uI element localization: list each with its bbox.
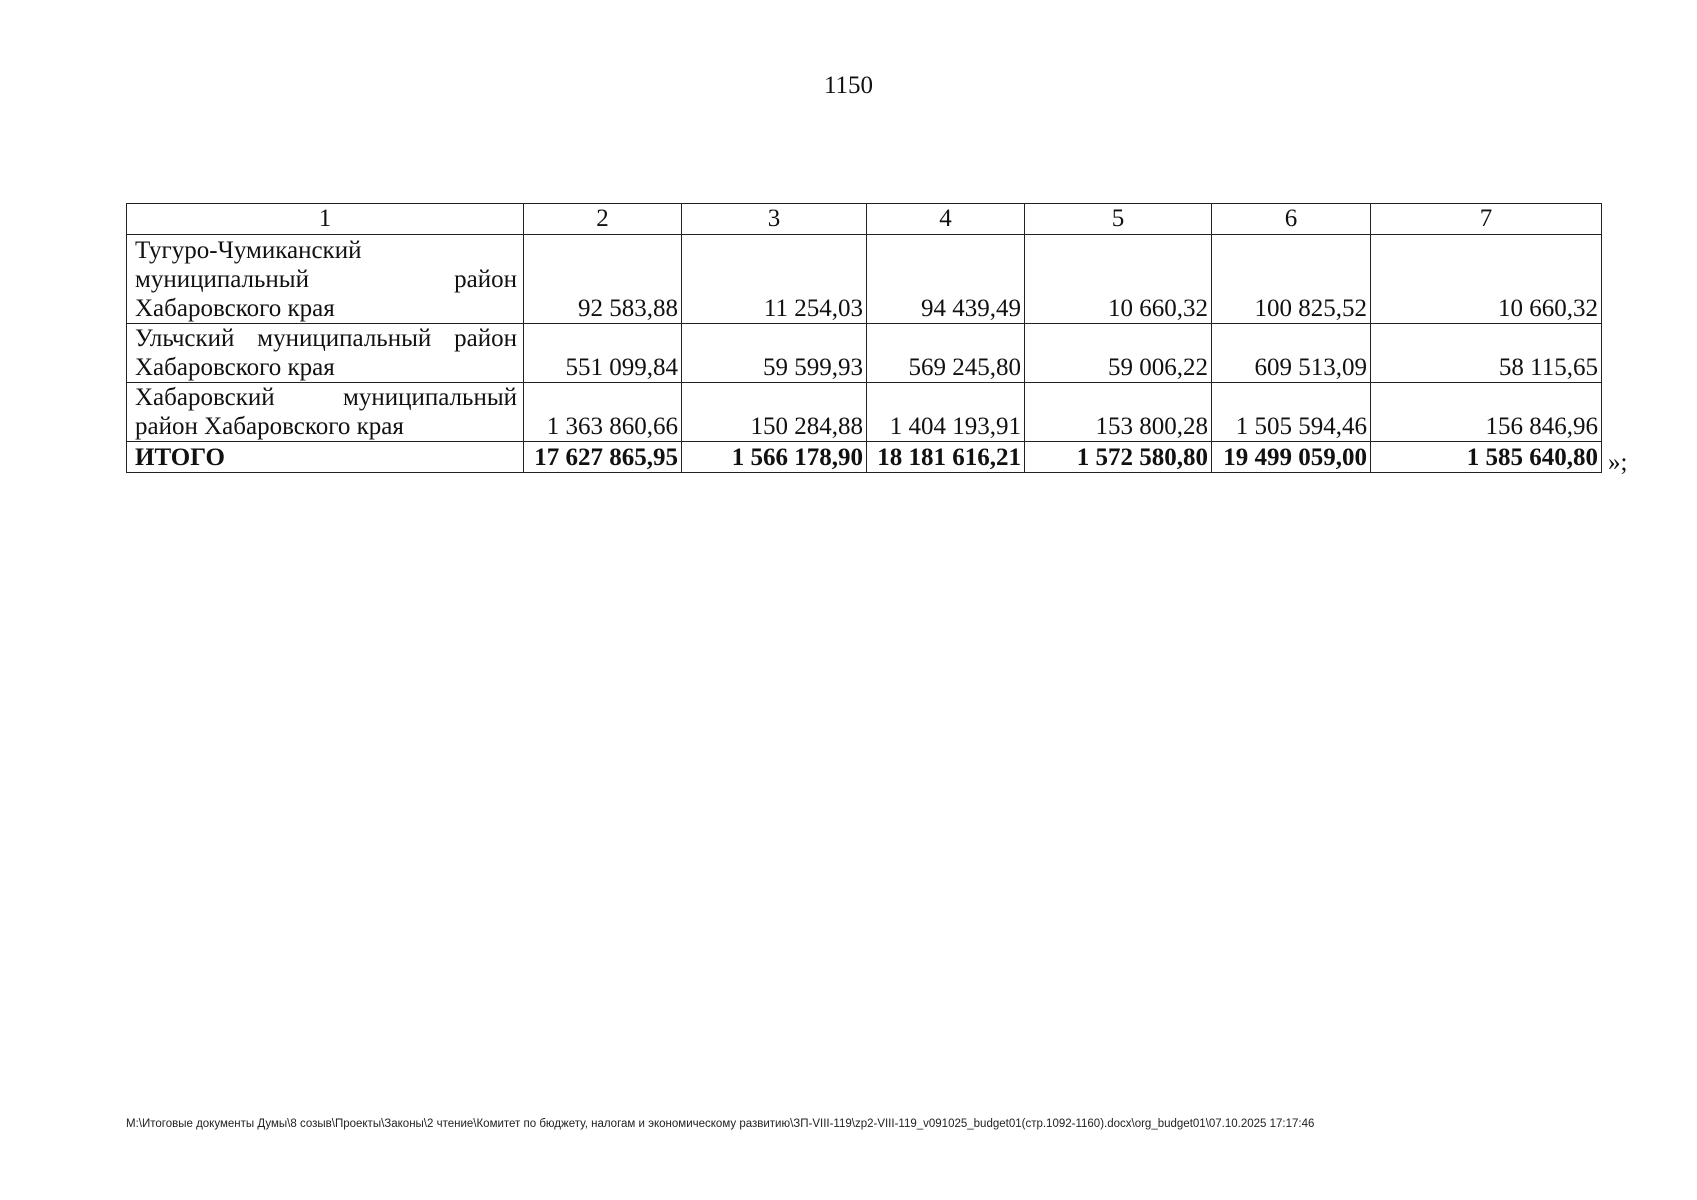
table-cell: 609 513,09: [1212, 324, 1371, 383]
table-cell: 1 363 860,66: [524, 383, 682, 442]
table-cell: 58 115,65: [1371, 324, 1602, 383]
footer-file-path: M:\Итоговые документы Думы\8 созыв\Проекты\Законы\2 чтение\Комитет по бюджету, налогам и экономическому развитию\ЗП-VIII-119\zp2-VIII-119_v091025_budget01(стр.1092-1160).docx\org_budget01\07.10.2025 17:17:46: [126, 1118, 1315, 1130]
column-header: 3: [682, 204, 867, 235]
table-cell: 10 660,32: [1025, 235, 1212, 324]
table-cell: 11 254,03: [682, 235, 867, 324]
table-row: [127, 383, 1602, 442]
table-cell: 59 599,93: [682, 324, 867, 383]
table-cell: 569 245,80: [867, 324, 1025, 383]
total-cell: 19 499 059,00: [1212, 442, 1371, 473]
page-number: 1150: [823, 72, 874, 99]
district-name: Тугуро-Чумиканский муниципальный район Хабаровского края: [127, 235, 524, 324]
total-cell: 1 572 580,80: [1025, 442, 1212, 473]
table-cell: 551 099,84: [524, 324, 682, 383]
table-cell: 10 660,32: [1371, 235, 1602, 324]
district-name: Ульчский муниципальный район Хабаровского края: [127, 324, 524, 383]
table-cell: 94 439,49: [867, 235, 1025, 324]
total-cell: 17 627 865,95: [524, 442, 682, 473]
district-name: Хабаровский муниципальный район Хабаровского края: [127, 383, 524, 442]
table-row: [127, 324, 1602, 383]
budget-table: [126, 203, 1602, 473]
column-header: 5: [1025, 204, 1212, 235]
table-header-row: [127, 204, 1602, 235]
table-cell: 100 825,52: [1212, 235, 1371, 324]
table-cell: 92 583,88: [524, 235, 682, 324]
column-header: 1: [127, 204, 524, 235]
table-row: [127, 235, 1602, 324]
total-cell: 18 181 616,21: [867, 442, 1025, 473]
total-row: [127, 442, 1602, 473]
closing-quote-mark: »;: [1608, 449, 1628, 476]
table-cell: 1 505 594,46: [1212, 383, 1371, 442]
table-cell: 156 846,96: [1371, 383, 1602, 442]
table-cell: 150 284,88: [682, 383, 867, 442]
column-header: 2: [524, 204, 682, 235]
column-header: 4: [867, 204, 1025, 235]
column-header: 6: [1212, 204, 1371, 235]
total-cell: 1 566 178,90: [682, 442, 867, 473]
total-cell: 1 585 640,80: [1371, 442, 1602, 473]
table-cell: 59 006,22: [1025, 324, 1212, 383]
column-header: 7: [1371, 204, 1602, 235]
total-label: ИТОГО: [127, 442, 524, 473]
table-cell: 1 404 193,91: [867, 383, 1025, 442]
table-cell: 153 800,28: [1025, 383, 1212, 442]
